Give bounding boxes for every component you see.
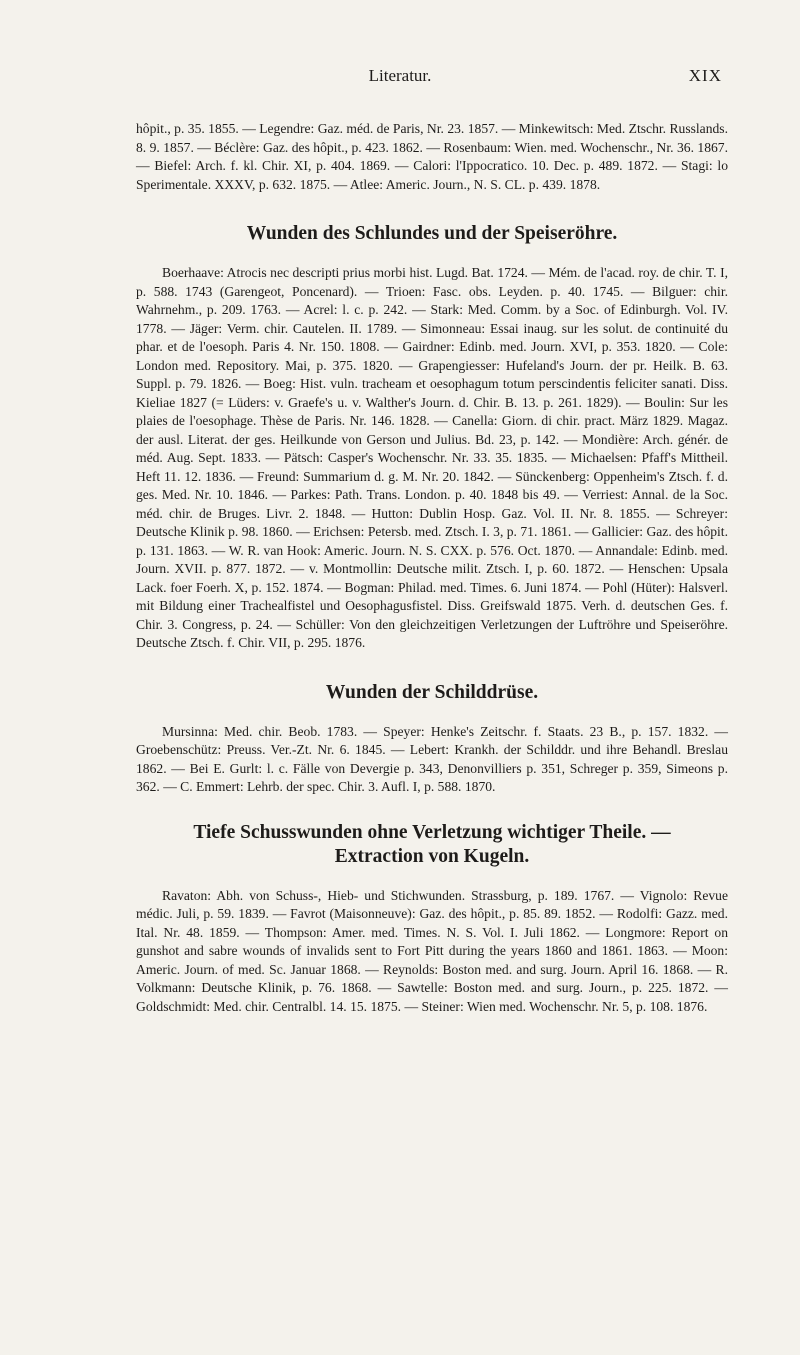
section-heading-text: Wunden der Schilddrüse. [325,681,539,703]
intro-paragraph: hôpit., p. 35. 1855. — Legendre: Gaz. méd. de Paris, Nr. 23. 1857. — Minkewitsch: Med. Ztschr. Russlands. 8. 9. 1857. — Béclère: Gaz. des hôpit., p. 423. 1862. — Rosenbaum: Wien. med. Wochenschr., Nr. 36. 1867. — Biefel: Arch. f. kl. Chir. XI, p. 404. 1869. — Calori: l'Ippocratico. 10. Dec. p. 489. 1872. — Stagi: lo Sperimentale. XXXV, p. 632. 1875. — Atlee: Americ. Journ., N. S. CL. p. 439. 1878. [136,121,728,192]
page-number: XIX [688,66,722,85]
section-heading-text: Tiefe Schusswunden ohne Verletzung wichtiger Theile. — [193,821,671,843]
section-body-schilddruese: Mursinna: Med. chir. Beob. 1783. — Speyer: Henke's Zeitschr. f. Staats. 23 B., p. 157. 1832. — Groebenschütz: Preuss. Ver.-Zt. Nr. 6. 1845. — Lebert: Krankh. der Schilddr. und ihre Behandl. Breslau 1862. — Bei E. Gurlt: l. c. Fälle von Devergie p. 343, Denonvilliers p. 351, Schreger p. 359, Simeons p. 362. — C. Emmert: Lehrb. der spec. Chir. 3. Aufl. I, p. 588. 1870. [136,723,728,794]
section-heading-schilddruese [136,681,728,705]
section-body-schusswunden: Ravaton: Abh. von Schuss-, Hieb- und Stichwunden. Strassburg, p. 189. 1767. — Vignolo: Revue médic. Juli, p. 59. 1839. — Favrot (Maisonneuve): Gaz. des hôpit., p. 85. 89. 1852. — Rodolfi: Gazz. med. Ital. Nr. 48. 1859. — Thompson: Amer. med. Times. N. S. Vol. I. Juli 1862. — Longmore: Report on gunshot and sabre wounds of invalids sent to Fort Pitt during the years 1860 and 1861. 1863. — Moon: Americ. Journ. of med. Sc. Januar 1868. — Reynolds: Boston med. and surg. Journ. April 16. 1868. — R. Volkmann: Deutsche Klinik, p. 76. 1868. — Sawtelle: Boston med. and surg. Journ., p. 225. 1872. — Goldschmidt: Med. chir. Centralbl. 14. 15. 1875. — Steiner: Wien med. Wochenschr. Nr. 5, p. 108. 1876. [136,887,728,1014]
section-heading-schlund [136,222,728,246]
section-heading-text: Wunden des Schlundes und der Speiseröhre. [246,223,618,244]
section-heading-schusswunden [136,821,728,869]
page-content [136,120,728,1016]
section-heading-subtitle: Extraction von Kugeln. [334,845,530,867]
running-head-title: Literatur. [368,66,432,85]
running-head [0,66,800,90]
section-body-schlund: Boerhaave: Atrocis nec descripti prius morbi hist. Lugd. Bat. 1724. — Mém. de l'acad. roy. de chir. T. I, p. 588. 1743 (Garengeot, Poncenard). — Trioen: Fasc. obs. Leyden. p. 40. 1745. — Bilguer: chir. Wahrnehm., p. 209. 1763. — Acrel: l. c. p. 242. — Stark: Med. Comm. by a Soc. of Edinburgh. Vol. IV. 1778. — Jäger: Verm. chir. Cautelen. II. 1789. — Simonneau: Essai inaug. sur les solut. de continuité du phar. et de l'oesoph. Paris 4. Nr. 150. 1808. — Gairdner: Edinb. med. Journ. XVI, p. 353. 1820. — Cole: London med. Repository. Mai, p. 375. 1820. — Grapengiesser: Hufeland's Journ. der pr. Heilk. B. 63. Suppl. p. 79. 1826. — Boeg: Hist. vuln. tracheam et oesophagum totum perscindentis feliciter sanati. Diss. Kieliae 1827 (= Lüders: v. Graefe's u. v. Walther's Journ. d. Chir. B. 13. p. 261. 1829). — Boulin: Sur les plaies de l'oesophage. Thèse de Paris. Nr. 146. 1828. — Canella: Giorn. di chir. pract. März 1829. Magaz. der ausl. Literat. der ges. Heilkunde von Gerson und Julius. Bd. 23, p. 142. — Mondière: Arch. génér. de méd. Aug. Sept. 1833. — Pätsch: Casper's Wochenschr. Nr. 33. 35. 1835. — Michaelsen: Pfaff's Mittheil. Heft 11. 12. 1836. — Freund: Summarium d. g. M. Nr. 20. 1842. — Sünckenberg: Oppenheim's Ztsch. f. d. ges. Med. Nr. 10. 1846. — Parkes: Path. Trans. London. p. 40. 1848 bis 49. — Verriest: Annal. de la Soc. méd. chir. de Bruges. Livr. 2. 1848. — Hutton: Dublin Hosp. Gaz. Vol. II. Nr. 8. 1855. — Schreyer: Deutsche Klinik p. 98. 1860. — Erichsen: Petersb. med. Ztsch. I. 3, p. 71. 1861. — Gallicier: Gaz. des hôpit. p. 131. 1863. — W. R. van Hook: Americ. Journ. N. S. CXX. p. 576. Oct. 1870. — Annandale: Edinb. med. Journ. XVII. p. 877. 1872. — v. Montmollin: Deutsche milit. Ztsch. I, p. 60. 1872. — Henschen: Upsala Lack. foer Foerh. X, p. 152. 1874. — Bogman: Philad. med. Times. 6. Juni 1874. — Pohl (Hüter): Halsverl. mit Bildung einer Trachealfistel und Oesophagusfistel. Diss. Greifswald 1875. Verh. d. deutschen Ges. f. Chir. 3. Congress, p. 24. — Schüller: Von den gleichzeitigen Verletzungen der Luftröhre und Speiseröhre. Deutsche Ztsch. f. Chir. VII, p. 295. 1876. [136,265,728,650]
